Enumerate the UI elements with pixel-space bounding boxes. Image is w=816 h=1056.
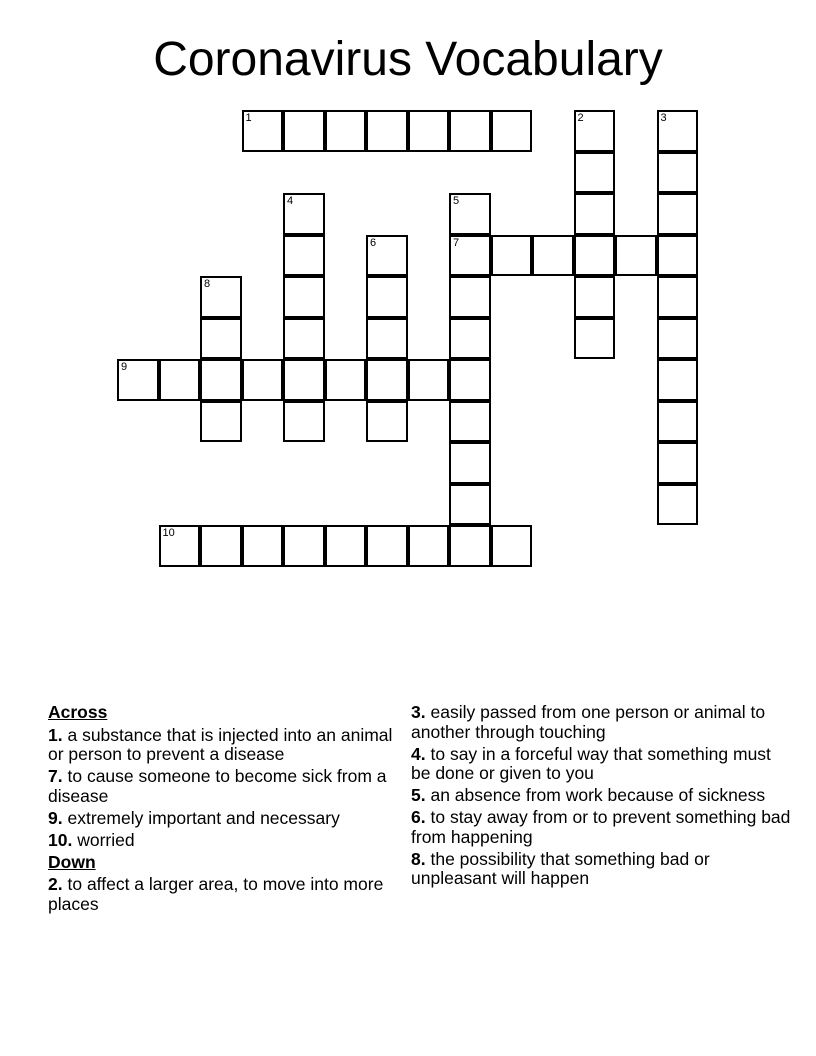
clue-text: to cause someone to become sick from a disease (48, 766, 387, 806)
crossword-cell[interactable] (283, 401, 325, 443)
crossword-cell[interactable] (657, 442, 699, 484)
crossword-cell[interactable] (325, 525, 367, 567)
crossword-cell[interactable] (449, 235, 491, 277)
clue-down-6 (411, 808, 791, 847)
clue-number: 10. (48, 829, 73, 850)
crossword-cell[interactable] (408, 525, 450, 567)
crossword-cell[interactable] (657, 193, 699, 235)
crossword-cell[interactable] (574, 318, 616, 360)
clue-number: 5. (411, 785, 426, 805)
clue-number: 4. (411, 743, 426, 764)
crossword-cell[interactable] (657, 318, 699, 360)
clues-right-column (411, 703, 791, 891)
crossword-cell[interactable] (449, 276, 491, 318)
clue-number: 6. (411, 807, 426, 827)
crossword-cell[interactable] (574, 152, 616, 194)
crossword-cell[interactable] (449, 442, 491, 484)
clue-text: easily passed from one person or animal to another through touching (411, 702, 766, 742)
crossword-cell[interactable] (283, 276, 325, 318)
crossword-cell[interactable] (449, 484, 491, 526)
crossword-cell[interactable] (242, 525, 284, 567)
cell-number: 5 (453, 195, 460, 207)
crossword-cell[interactable] (574, 276, 616, 318)
crossword-cell[interactable] (325, 359, 367, 401)
clues-left-column (48, 703, 393, 917)
crossword-cell[interactable] (200, 318, 242, 360)
cell-number: 3 (660, 112, 667, 124)
crossword-cell[interactable] (657, 401, 699, 443)
crossword-cell[interactable] (657, 152, 699, 194)
crossword-cell[interactable] (283, 359, 325, 401)
crossword-cell[interactable] (657, 110, 699, 152)
crossword-cell[interactable] (283, 235, 325, 277)
clue-down-4 (411, 745, 791, 784)
crossword-cell[interactable] (574, 110, 616, 152)
clue-across-10 (48, 831, 393, 851)
crossword-cell[interactable] (159, 359, 201, 401)
crossword-cell[interactable] (200, 401, 242, 443)
crossword-cell[interactable] (449, 359, 491, 401)
crossword-cell[interactable] (574, 193, 616, 235)
crossword-cell[interactable] (366, 235, 408, 277)
clue-down-3 (411, 703, 791, 742)
crossword-cell[interactable] (242, 359, 284, 401)
crossword-cell[interactable] (283, 525, 325, 567)
clue-text: to say in a forceful way that something must be done or given to you (411, 743, 771, 783)
crossword-cell[interactable] (574, 235, 616, 277)
crossword-cell[interactable] (366, 318, 408, 360)
crossword-cell[interactable] (449, 401, 491, 443)
crossword-cell[interactable] (657, 359, 699, 401)
crossword-cell[interactable] (159, 525, 201, 567)
crossword-cell[interactable] (325, 110, 367, 152)
crossword-cell[interactable] (283, 110, 325, 152)
crossword-cell[interactable] (242, 110, 284, 152)
clue-down-5 (411, 786, 791, 806)
crossword-cell[interactable] (449, 110, 491, 152)
clue-down-8 (411, 850, 791, 889)
crossword-cell[interactable] (449, 525, 491, 567)
clue-text: to stay away from or to prevent something bad from happening (411, 807, 791, 847)
down-heading: Down (48, 851, 96, 872)
clue-across-1 (48, 726, 393, 765)
crossword-cell[interactable] (200, 525, 242, 567)
across-heading: Across (48, 702, 108, 722)
crossword-cell[interactable] (366, 110, 408, 152)
crossword-cell[interactable] (408, 110, 450, 152)
crossword-cell[interactable] (117, 359, 159, 401)
cell-number: 1 (245, 112, 252, 124)
clue-across-7 (48, 767, 393, 806)
cell-number: 6 (370, 236, 377, 249)
crossword-cell[interactable] (200, 276, 242, 318)
clue-number: 3. (411, 702, 426, 722)
crossword-cell[interactable] (657, 276, 699, 318)
crossword-cell[interactable] (449, 193, 491, 235)
cell-number: 8 (204, 278, 211, 290)
clue-number: 2. (48, 874, 63, 894)
crossword-cell[interactable] (657, 235, 699, 277)
cell-number: 4 (287, 195, 294, 207)
clue-number: 9. (48, 807, 63, 828)
clue-text: worried (77, 829, 135, 850)
crossword-cell[interactable] (449, 318, 491, 360)
clue-number: 1. (48, 724, 63, 745)
page-title: Coronavirus Vocabulary (153, 33, 663, 86)
cell-number: 10 (162, 527, 175, 539)
clue-text: extremely important and necessary (67, 807, 340, 828)
crossword-cell[interactable] (491, 110, 533, 152)
crossword-cell[interactable] (366, 276, 408, 318)
crossword-cell[interactable] (657, 484, 699, 526)
crossword-cell[interactable] (366, 359, 408, 401)
clue-number: 8. (411, 848, 426, 869)
crossword-cell[interactable] (491, 235, 533, 277)
clue-text: the possibility that something bad or unpleasant will happen (411, 848, 710, 888)
crossword-cell[interactable] (283, 318, 325, 360)
crossword-cell[interactable] (366, 525, 408, 567)
crossword-cell[interactable] (366, 401, 408, 443)
clue-across-9 (48, 809, 393, 829)
crossword-cell[interactable] (532, 235, 574, 277)
cell-number: 2 (577, 112, 584, 124)
crossword-cell[interactable] (283, 193, 325, 235)
cell-number: 9 (121, 361, 128, 373)
clue-down-2 (48, 875, 393, 914)
crossword-cell[interactable] (615, 235, 657, 277)
crossword-cell[interactable] (200, 359, 242, 401)
clue-text: to affect a larger area, to move into more places (48, 874, 384, 914)
clue-number: 7. (48, 766, 63, 786)
clue-text: an absence from work because of sickness (430, 785, 766, 805)
crossword-cell[interactable] (408, 359, 450, 401)
crossword-cell[interactable] (491, 525, 533, 567)
clue-text: a substance that is injected into an animal or person to prevent a disease (48, 724, 393, 764)
cell-number: 7 (453, 236, 460, 249)
